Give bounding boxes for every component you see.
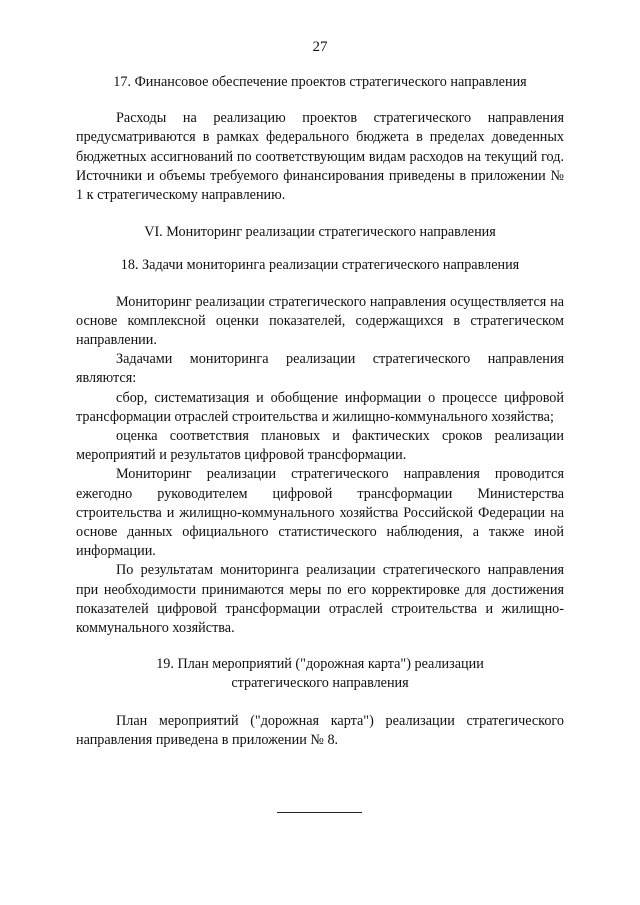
section-19-heading bbox=[76, 655, 564, 693]
page-content bbox=[76, 73, 564, 750]
section-19-heading-line-2: стратегического направления bbox=[231, 675, 409, 692]
section-18-list-item-1: сбор, систематизация и обобщение информации о процессе цифровой трансформации отраслей строительства и жилищно-коммунального хозяйства; bbox=[76, 389, 564, 425]
section-18-paragraph-4: По результатам мониторинга реализации стратегического направления при необходимости принимаются меры по его корректировке для достижения показателей цифровой трансформации отраслей строительства и жилищно-коммунального хозяйства. bbox=[76, 562, 564, 637]
section-18-paragraph-3: Мониторинг реализации стратегического направления проводится ежегодно руководителем цифровой трансформации Министерства строительства и жилищно-коммунального хозяйства Российской Федерации на основе данных официального статистического наблюдения, а также иной информации. bbox=[76, 466, 564, 560]
chapter-6-heading: VI. Мониторинг реализации стратегического направления bbox=[144, 224, 496, 241]
section-18-list-item-2: оценка соответствия плановых и фактических сроков реализации мероприятий и результатов цифровой трансформации. bbox=[76, 428, 564, 464]
end-divider bbox=[277, 812, 362, 813]
section-18-paragraph-2: Задачами мониторинга реализации стратегического направления являются: bbox=[76, 351, 564, 387]
page-number: 27 bbox=[312, 39, 328, 55]
section-19-heading-line-1: 19. План мероприятий ("дорожная карта") реализации bbox=[156, 656, 484, 673]
section-17-heading: 17. Финансовое обеспечение проектов стратегического направления bbox=[113, 74, 527, 90]
section-18-heading: 18. Задачи мониторинга реализации стратегического направления bbox=[120, 257, 520, 274]
section-18-paragraph-1: Мониторинг реализации стратегического направления осуществляется на основе комплексной оценки показателей, содержащихся в стратегическом направлении. bbox=[76, 293, 564, 349]
section-17-paragraph: Расходы на реализацию проектов стратегического направления предусматриваются в рамках федерального бюджета в пределах доведенных бюджетных ассигнований по соответствующим видам расходов на текущий год. Источники и объемы требуемого финансирования приведены в приложении № 1 к стратегическому направлению. bbox=[76, 110, 564, 204]
section-19-paragraph: План мероприятий ("дорожная карта") реализации стратегического направления приведена в приложении № 8. bbox=[76, 712, 564, 748]
